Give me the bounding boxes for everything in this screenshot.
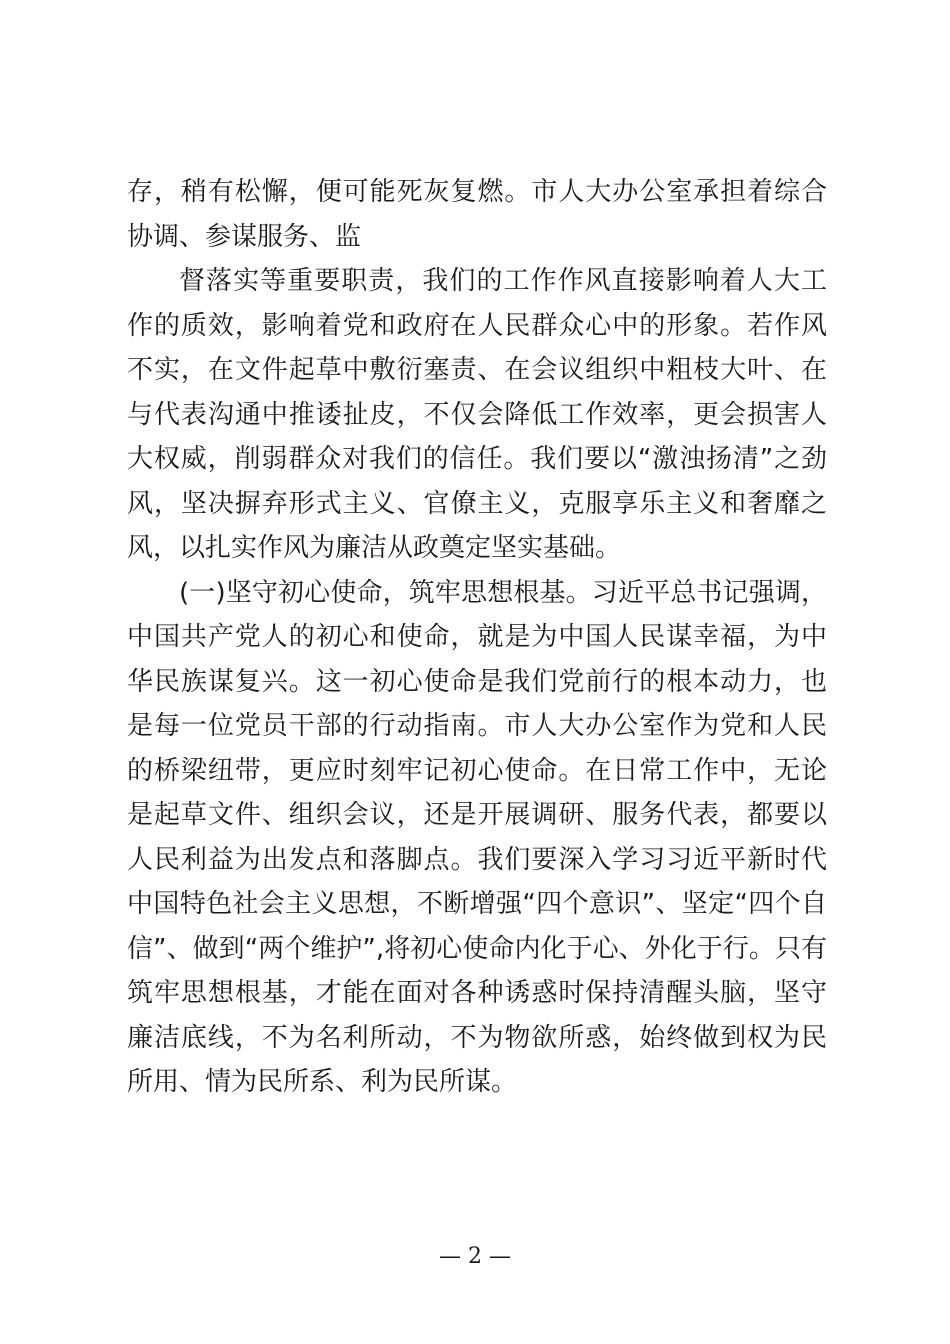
paragraph-continuation: 存，稍有松懈，便可能死灰复燃。市人大办公室承担着综合协调、参谋服务、监 [127, 177, 827, 252]
paragraph-original-mission: (一)坚守初心使命，筑牢思想根基。习近平总书记强调，中国共产党人的初心和使命，就是为中国人民谋幸福，为中华民族谋复兴。这一初心使命是我们党前行的根本动力，也是每一位党员干部的行动指南。市人大办公室作为党和人民的桥梁纽带，更应时刻牢记初心使命。在日常工作中，无论是起草文件、组织会议，还是开展调研、服务代表，都要以人民利益为出发点和落脚点。我们要深入学习习近平新时代中国特色社会主义思想，不断增强“四个意识”、坚定“四个自信”、做到“两个维护”,将初心使命内化于心、外化于行。只有筑牢思想根基，才能在面对各种诱惑时保持清醒头脑，坚守廉洁底线，不为名利所动，不为物欲所惑，始终做到权为民所用、情为民所系、利为民所谋。 [127, 577, 827, 1097]
page-number: — 2 — [439, 1244, 511, 1269]
body-text [127, 170, 827, 1105]
paragraph-work-style: 督落实等重要职责，我们的工作作风直接影响着人大工作的质效，影响着党和政府在人民群众心中的形象。若作风不实，在文件起草中敷衍塞责、在会议组织中粗枝大叶、在与代表沟通中推诿扯皮，不仅会降低工作效率，更会损害人大权威，削弱群众对我们的信任。我们要以“激浊扬清”之劲风，坚决摒弃形式主义、官僚主义，克服享乐主义和奢靡之风，以扎实作风为廉洁从政奠定坚实基础。 [127, 266, 827, 563]
